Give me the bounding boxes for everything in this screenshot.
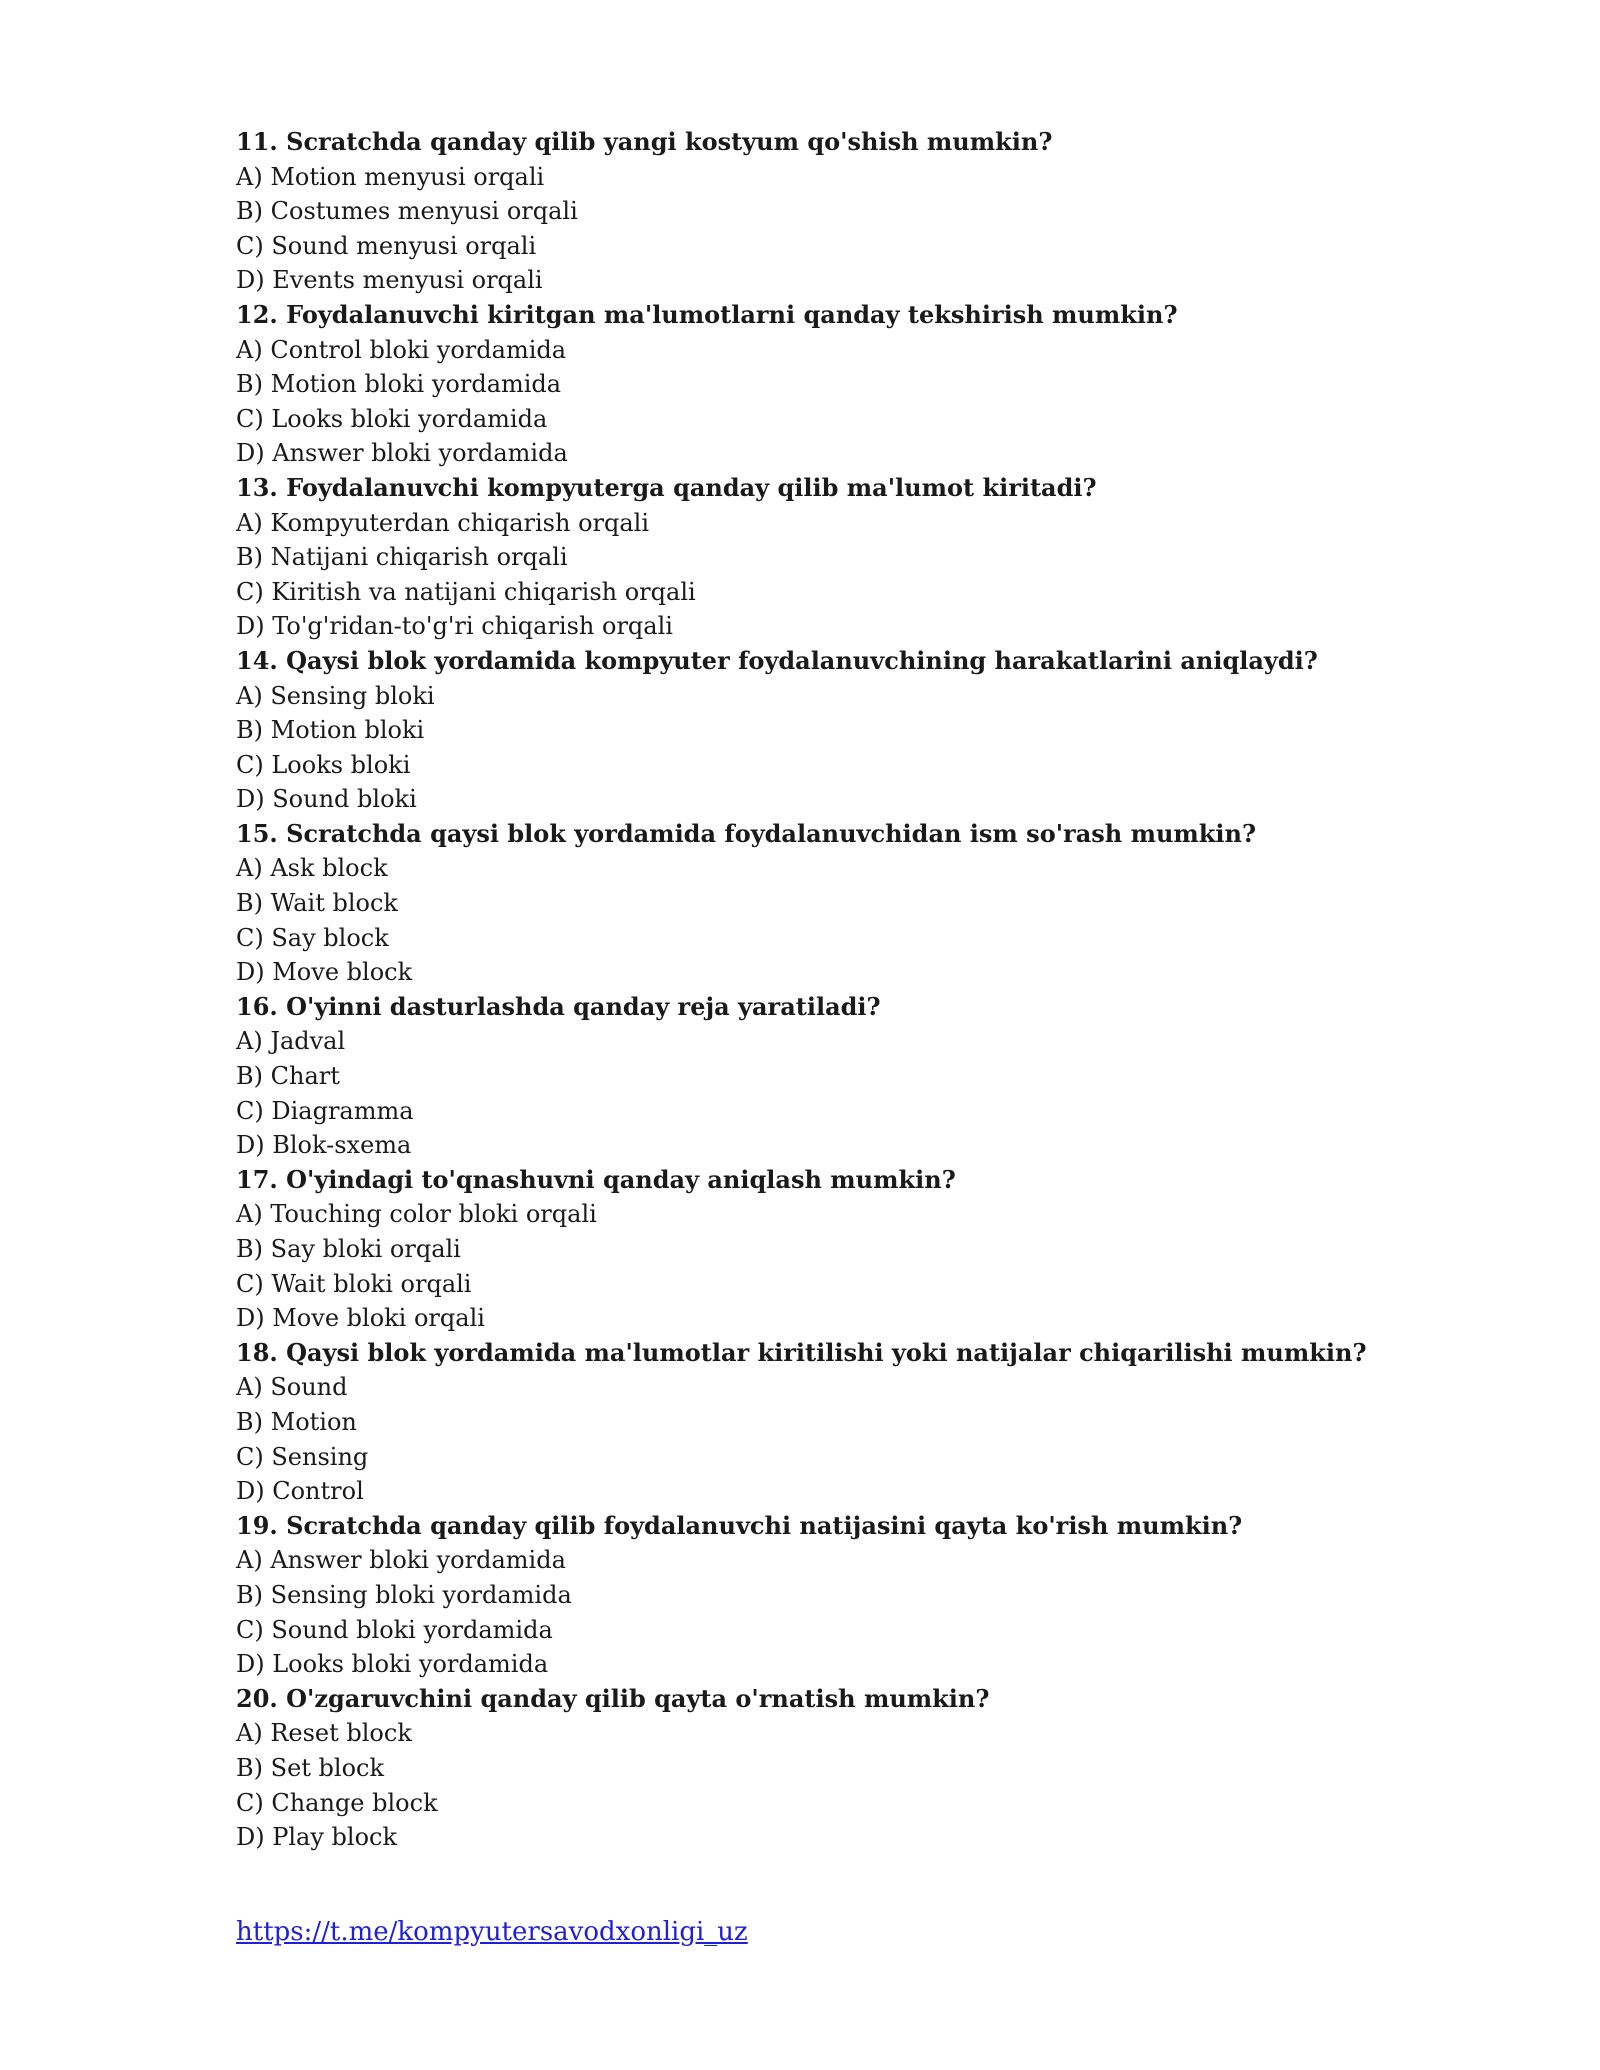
question-text: 13. Foydalanuvchi kompyuterga qanday qilib ma'lumot kiritadi? [236,472,1097,502]
answer-option: A) Touching color bloki orqali [236,1200,597,1229]
question-block [236,1163,1536,1336]
question-block [236,298,1536,471]
telegram-link[interactable]: https://t.me/kompyutersavodxonligi_uz [236,1917,748,1947]
answer-option: B) Set block [236,1753,385,1782]
answer-option: B) Motion [236,1407,357,1436]
answer-option: C) Looks bloki yordamida [236,404,548,433]
answer-option: C) Say block [236,923,389,952]
answer-option: B) Motion bloki yordamida [236,370,562,399]
question-text: 20. O'zgaruvchini qanday qilib qayta o'rnatish mumkin? [236,1683,990,1713]
quiz-list [236,125,1536,1855]
question-text: 18. Qaysi blok yordamida ma'lumotlar kiritilishi yoki natijalar chiqarilishi mumkin? [236,1337,1367,1367]
question-text: 15. Scratchda qaysi blok yordamida foydalanuvchidan ism so'rash mumkin? [236,818,1257,848]
answer-option: A) Sensing bloki [236,681,435,710]
answer-option: A) Kompyuterdan chiqarish orqali [236,508,650,537]
answer-option: A) Jadval [236,1027,346,1056]
answer-option: D) Control [236,1477,364,1506]
answer-option: B) Motion bloki [236,716,425,745]
answer-option: C) Wait bloki orqali [236,1269,472,1298]
question-text: 11. Scratchda qanday qilib yangi kostyum qo'shish mumkin? [236,127,1053,156]
question-block [236,1509,1536,1682]
answer-option: D) Blok-sxema [236,1131,412,1160]
question-block [236,1682,1536,1855]
answer-option: D) Sound bloki [236,785,417,814]
answer-option: D) Answer bloki yordamida [236,439,568,468]
question-text: 12. Foydalanuvchi kiritgan ma'lumotlarni qanday tekshirish mumkin? [236,299,1178,329]
answer-option: D) To'g'ridan-to'g'ri chiqarish orqali [236,612,673,641]
answer-option: B) Costumes menyusi orqali [236,197,578,226]
answer-option: B) Natijani chiqarish orqali [236,543,568,572]
answer-option: C) Change block [236,1788,438,1817]
question-text: 14. Qaysi blok yordamida kompyuter foydalanuvchining harakatlarini aniqlaydi? [236,645,1318,675]
question-block [236,471,1536,644]
answer-option: C) Sound menyusi orqali [236,231,537,260]
answer-option: D) Move block [236,958,413,987]
question-text: 19. Scratchda qanday qilib foydalanuvchi natijasini qayta ko'rish mumkin? [236,1510,1243,1540]
answer-option: D) Looks bloki yordamida [236,1650,549,1679]
answer-option: D) Events menyusi orqali [236,266,543,295]
answer-option: C) Sensing [236,1442,369,1471]
answer-option: A) Control bloki yordamida [236,335,567,364]
answer-option: A) Ask block [236,854,388,883]
answer-option: B) Sensing bloki yordamida [236,1580,572,1609]
answer-option: B) Wait block [236,889,398,918]
question-text: 17. O'yindagi to'qnashuvni qanday aniqlash mumkin? [236,1164,956,1194]
question-block [236,990,1536,1163]
answer-option: D) Play block [236,1823,398,1852]
answer-option: A) Answer bloki yordamida [236,1546,566,1575]
answer-option: A) Sound [236,1373,348,1402]
question-block [236,817,1536,990]
answer-option: C) Looks bloki [236,750,411,779]
question-text: 16. O'yinni dasturlashda qanday reja yaratiladi? [236,991,881,1021]
answer-option: A) Reset block [236,1719,412,1748]
answer-option: C) Kiritish va natijani chiqarish orqali [236,577,696,606]
question-block [236,125,1536,298]
answer-option: B) Chart [236,1062,340,1091]
question-block [236,1336,1536,1509]
answer-option: C) Diagramma [236,1096,414,1125]
answer-option: B) Say bloki orqali [236,1235,461,1263]
answer-option: A) Motion menyusi orqali [236,162,545,191]
answer-option: C) Sound bloki yordamida [236,1615,553,1644]
answer-option: D) Move bloki orqali [236,1304,485,1333]
question-block [236,644,1536,817]
